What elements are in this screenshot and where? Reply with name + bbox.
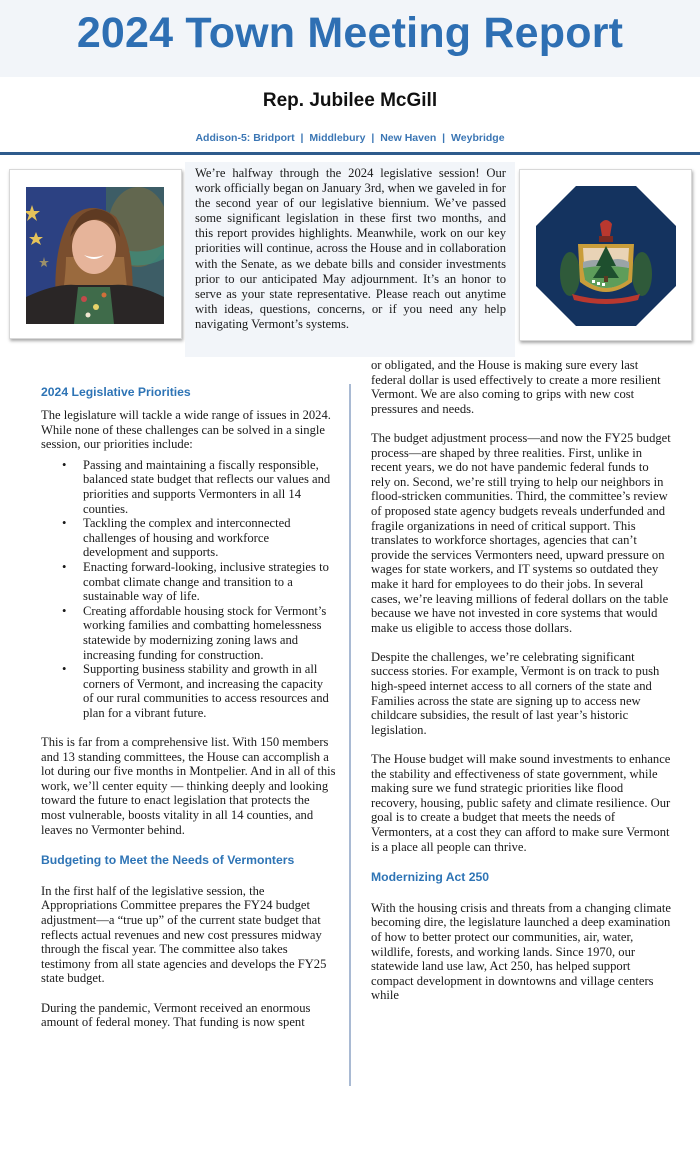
list-item [41, 662, 336, 720]
district-town: Weybridge [451, 132, 505, 144]
portrait-frame [9, 169, 182, 339]
priorities-list [41, 458, 336, 721]
list-item [41, 604, 336, 662]
district-separator: | [442, 132, 446, 144]
section-heading-budgeting: Budgeting to Meet the Needs of Vermonters [41, 852, 295, 867]
intro-box [185, 162, 515, 357]
list-item-text: Tackling the complex and interconnected challenges of housing and workforce development and supports. [83, 516, 291, 560]
list-item-text: Creating affordable housing stock for Vermont’s working families and combatting homelessness statewide by modernizing zoning laws and increasing funding for construction. [83, 603, 327, 662]
district-town: Middlebury [309, 132, 366, 144]
budgeting-paragraph: In the first half of the legislative session, the Appropriations Committee prepares the FY24 budget adjustment—a “true up” of the current state budget that reflects actual revenues and new cost pressures midway through the fiscal year. The committee also takes testimony from all state agencies and develops the FY25 state budget. [41, 883, 327, 986]
bullet-icon: • [62, 603, 67, 618]
district-label: Addison-5: Bridport [195, 132, 295, 144]
list-item [41, 560, 336, 604]
district-separator: | [300, 132, 304, 144]
section-heading-priorities: 2024 Legislative Priorities [41, 385, 191, 399]
title-banner [0, 0, 700, 77]
portrait-photo [26, 187, 164, 324]
left-column [41, 384, 336, 1030]
budgeting-paragraph: The budget adjustment process—and now the FY25 budget process—are shaped by three realities. First, unlike in recent years, we do not have pandemic federal funds to rely on. Second, we’re still trying to help our neighbors in flood-stricken communities. Third, the committee’s review of proposed state agency budgets reveals underfunded and fragile organizations in need of critical support. This translates to workforce shortages, agencies that can’t provide the services Vermonters need, upward pressure on wages for state workers, and IT systems so outdated they make it hard for employees to do their jobs. In several cases, we’re leaving millions of federal dollars on the table because we have not invested in core systems that would make us eligible to access those dollars. [371, 430, 671, 635]
priorities-intro: The legislature will tackle a wide range of issues in 2024. While none of these challenges can be solved in a single session, our priorities include: [41, 408, 331, 452]
list-item-text: Passing and maintaining a fiscally responsible, balanced state budget that reflects our values and priorities and supports Vermonters in all 14 counties. [83, 457, 331, 516]
seal-frame [519, 169, 692, 341]
district-separator: | [371, 132, 375, 144]
budgeting-paragraph: Despite the challenges, we’re celebrating significant success stories. For example, Vermont is on track to push high-speed internet access to all corners of the state and Families across the state are signing up to access new childcare subsidies, the result of last year’s historic legislation. [371, 649, 660, 737]
list-item [41, 516, 336, 560]
bullet-icon: • [62, 516, 67, 531]
header-rule [0, 152, 700, 155]
budgeting-paragraph: or obligated, and the House is making sure every last federal dollar is used effectively to create a more resilient Vermont. We are also coming to grips with new cost pressures and needs. [371, 358, 661, 416]
bullet-icon: • [62, 662, 67, 677]
vermont-seal-icon [536, 186, 676, 326]
section-heading-act250: Modernizing Act 250 [371, 869, 490, 884]
bullet-icon: • [62, 457, 67, 472]
list-item [41, 458, 336, 516]
district-line [0, 132, 700, 144]
list-item-text: Supporting business stability and growth in all corners of Vermont, and increasing the capacity of our rural communities to access resources and plan for a vibrant future. [83, 662, 329, 720]
right-column [371, 358, 671, 1003]
budgeting-paragraph: During the pandemic, Vermont received an enormous amount of federal money. That funding is now spent [41, 1000, 311, 1030]
budgeting-paragraph: The House budget will make sound investments to enhance the stability and effectiveness of state government, while making sure we fund strategic priorities like flood recovery, housing, public safety and climate resilience. Our goal is to create a budget that meets the needs of Vermonters, at a cost they can afford to make sure Vermont is a place all people can thrive. [371, 752, 671, 854]
page-title: 2024 Town Meeting Report [76, 9, 624, 57]
act250-paragraph: With the housing crisis and threats from a changing climate becoming dire, the legislature launched a deep examination of how to better protect our communities, air, water, wildlife, forests, and working lands. Since 1970, our statewide land use law, Act 250, has helped support compact development in downtowns and village centers while [371, 900, 671, 1003]
bullet-icon: • [62, 559, 67, 574]
column-divider [349, 384, 351, 1086]
representative-name: Rep. Jubilee McGill [262, 90, 438, 111]
priorities-closing: This is far from a comprehensive list. With 150 members and 13 standing committees, the House can accomplish a lot during our five months in Montpelier. And in all of this work, we’ll center equity — thinking deeply and looking toward the future to enact legislation that protects the most vulnerable, boosts vitality in all 14 counties, and leaves no Vermonter behind. [41, 735, 336, 837]
intro-text: We’re halfway through the 2024 legislative session! Our work officially began on January 3rd, when we gaveled in for the second year of our legislative biennium. We’ve passed some significant legislation in these first two months, and this report provides highlights. Meanwhile, work on our key priorities will continue, across the House and in collaboration with the Senate, as we debate bills and consider investments prior to our anticipated May adjournment. It’s an honor to serve as your state representative. Please reach out anytime with ideas, questions, concerns, or if you need any help navigating Vermont’s systems. [195, 166, 506, 331]
list-item-text: Enacting forward-looking, inclusive strategies to combat climate change and transition to a sustainable way of life. [83, 559, 329, 604]
district-town: New Haven [380, 132, 437, 144]
